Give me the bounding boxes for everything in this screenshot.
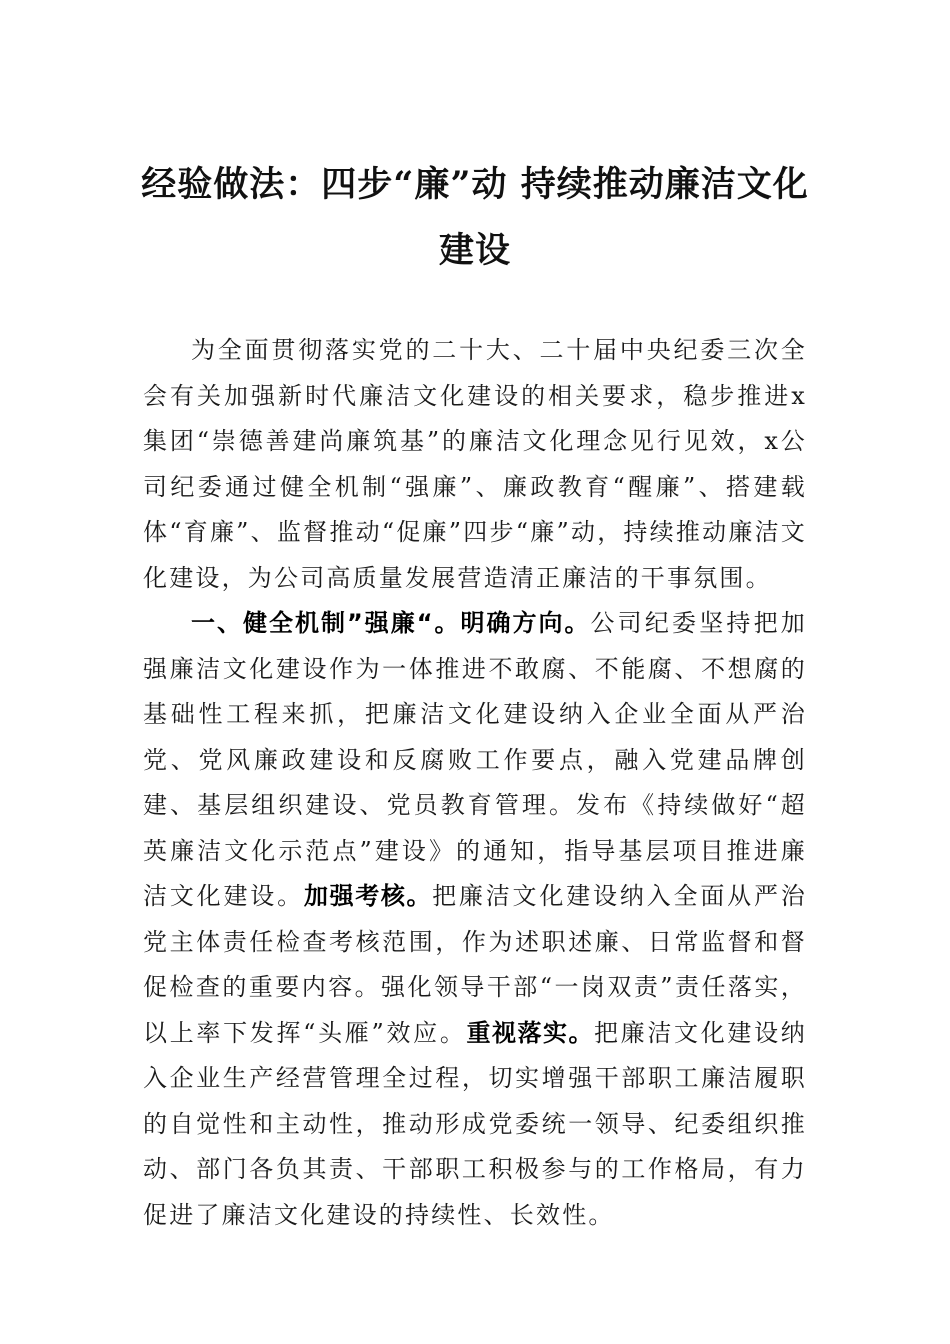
point-3-label: 重视落实。	[466, 1018, 594, 1047]
point-1-label: 明确方向。	[460, 609, 591, 637]
point-2-label: 加强考核。	[303, 882, 433, 910]
document-title: 经验做法：四步“廉”动 持续推动廉洁文化建设	[141, 164, 809, 271]
point-3-text: 把廉洁文化建设纳入企业生产经营管理全过程，切实增强干部职工廉洁履职的自觉性和主动性，推动形成党委统一领导、纪委组织推动、部门各负其责、干部职工积极参与的工作格局，有力促进了廉洁文化建设的持续性、长效性。	[143, 1018, 807, 1229]
point-2-text: 把廉洁文化建设纳入全面从严治党主体责任检查考核范围，作为述职述廉、日常监督和督促检查的重要内容。强化领导干部“一岗双责”责任落实，以上率下发挥“头雁”效应。	[143, 882, 807, 1047]
point-1-text: 公司纪委坚持把加强廉洁文化建设作为一体推进不敢腐、不能腐、不想腐的基础性工程来抓，把廉洁文化建设纳入企业全面从严治党、党风廉政建设和反腐败工作要点，融入党建品牌创建、基层组织建设、党员教育管理。发布《持续做好“超英廉洁文化示范点”建设》的通知，指导基层项目推进廉洁文化建设。	[143, 609, 808, 910]
document-body	[143, 328, 807, 1238]
section-1-heading: 一、健全机制”强廉“。	[191, 609, 461, 637]
intro-paragraph: 为全面贯彻落实党的二十大、二十届中央纪委三次全会有关加强新时代廉洁文化建设的相关要求，稳步推进x集团“崇德善建尚廉筑基”的廉洁文化理念见行见效，x公司纪委通过健全机制“强廉”、廉政教育“醒廉”、搭建载体“育廉”、监督推动“促廉”四步“廉”动，持续推动廉洁文化建设，为公司高质量发展营造清正廉洁的干事氛围。	[143, 336, 807, 592]
section-1-paragraph	[143, 601, 807, 1238]
